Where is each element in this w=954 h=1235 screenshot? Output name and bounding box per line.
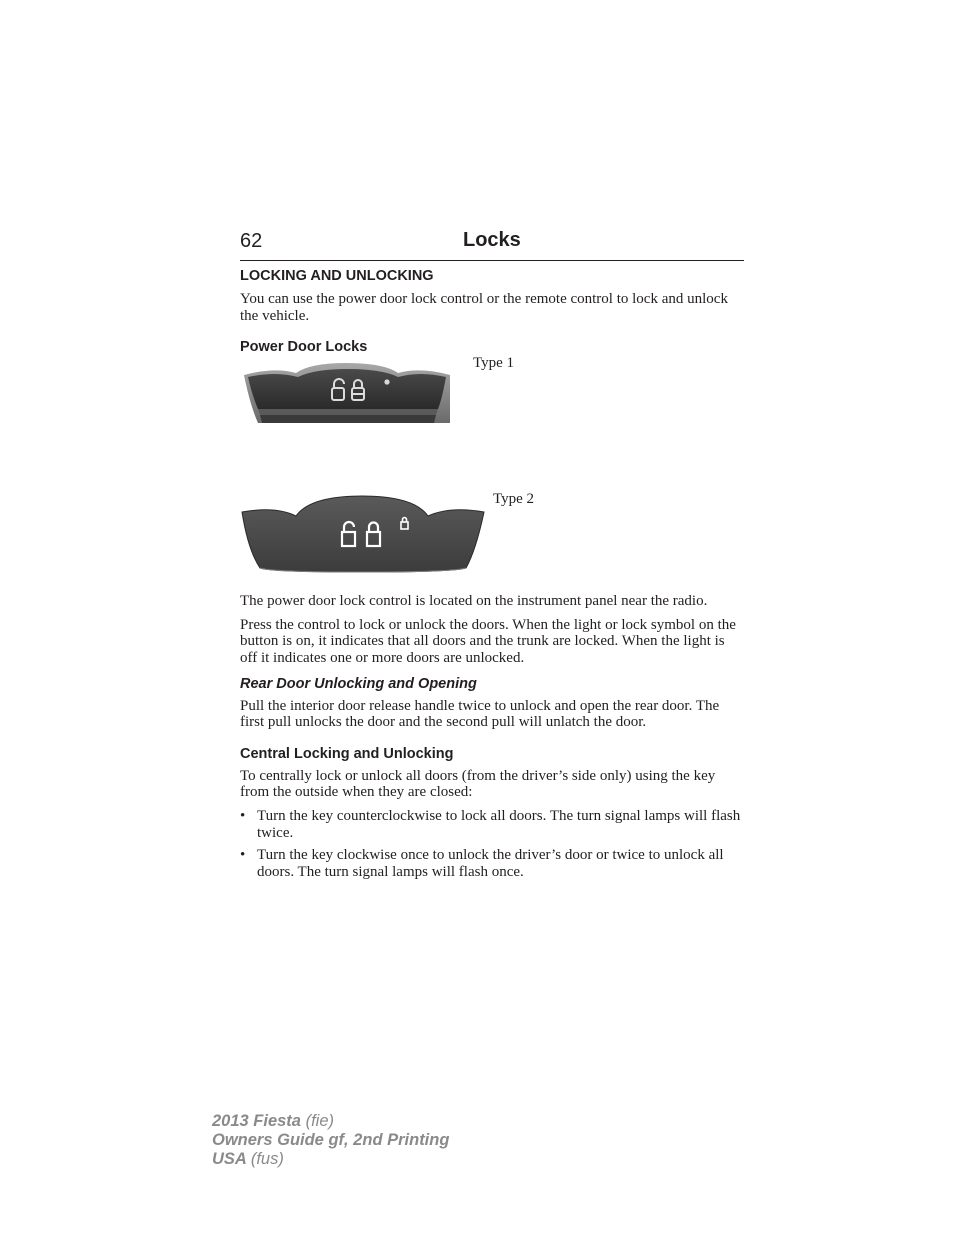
type2-switch-icon [240,494,486,574]
power-locks-usage-text: Press the control to lock or unlock the doors. When the light or lock symbol on the button is on, it indicates that all doors and the trunk are locked. When the light is off it indicates one or more doors are unlocked. [240,616,736,666]
footer-line-2: Owners Guide gf, 2nd Printing [212,1131,450,1149]
footer-line-3: USA (fus) [212,1150,284,1168]
central-locking-steps [240,808,744,880]
central-locking-text: To centrally lock or unlock all doors (from the driver’s side only) using the key from the outside when they are closed: [240,767,716,801]
type1-switch-icon [244,361,454,423]
subsection-title-rear-door: Rear Door Unlocking and Opening [240,675,477,692]
page-header [240,228,744,261]
list-item: • Turn the key clockwise once to unlock the driver’s door or twice to unlock all doors. The turn signal lamps will flash once. [240,847,724,880]
bullet-icon: • [240,807,246,824]
power-locks-location-text: The power door lock control is located on the instrument panel near the radio. [240,593,708,610]
locking-intro: You can use the power door lock control or the remote control to lock and unlock the vehicle. [240,291,728,324]
page-number: 62 [240,230,263,252]
page-content [240,268,744,886]
subsection-title-power-door-locks: Power Door Locks [240,339,368,356]
chapter-title: Locks [463,229,521,251]
page-footer [212,1112,449,1169]
section-title-locking: LOCKING AND UNLOCKING [240,268,434,284]
rear-door-text: Pull the interior door release handle twice to unlock and open the rear door. The first pull unlocks the door and the second pull will unlatch the door. [240,697,720,731]
lock-switch-figures [240,355,744,593]
subsection-title-central-locking: Central Locking and Unlocking [240,745,454,762]
type2-label: Type 2 [493,491,535,508]
bullet-icon: • [240,847,246,864]
footer-line-1: 2013 Fiesta (fie) [212,1112,334,1130]
list-item: • Turn the key counterclockwise to lock all doors. The turn signal lamps will flash twice. [240,807,741,841]
type1-label: Type 1 [473,355,515,372]
